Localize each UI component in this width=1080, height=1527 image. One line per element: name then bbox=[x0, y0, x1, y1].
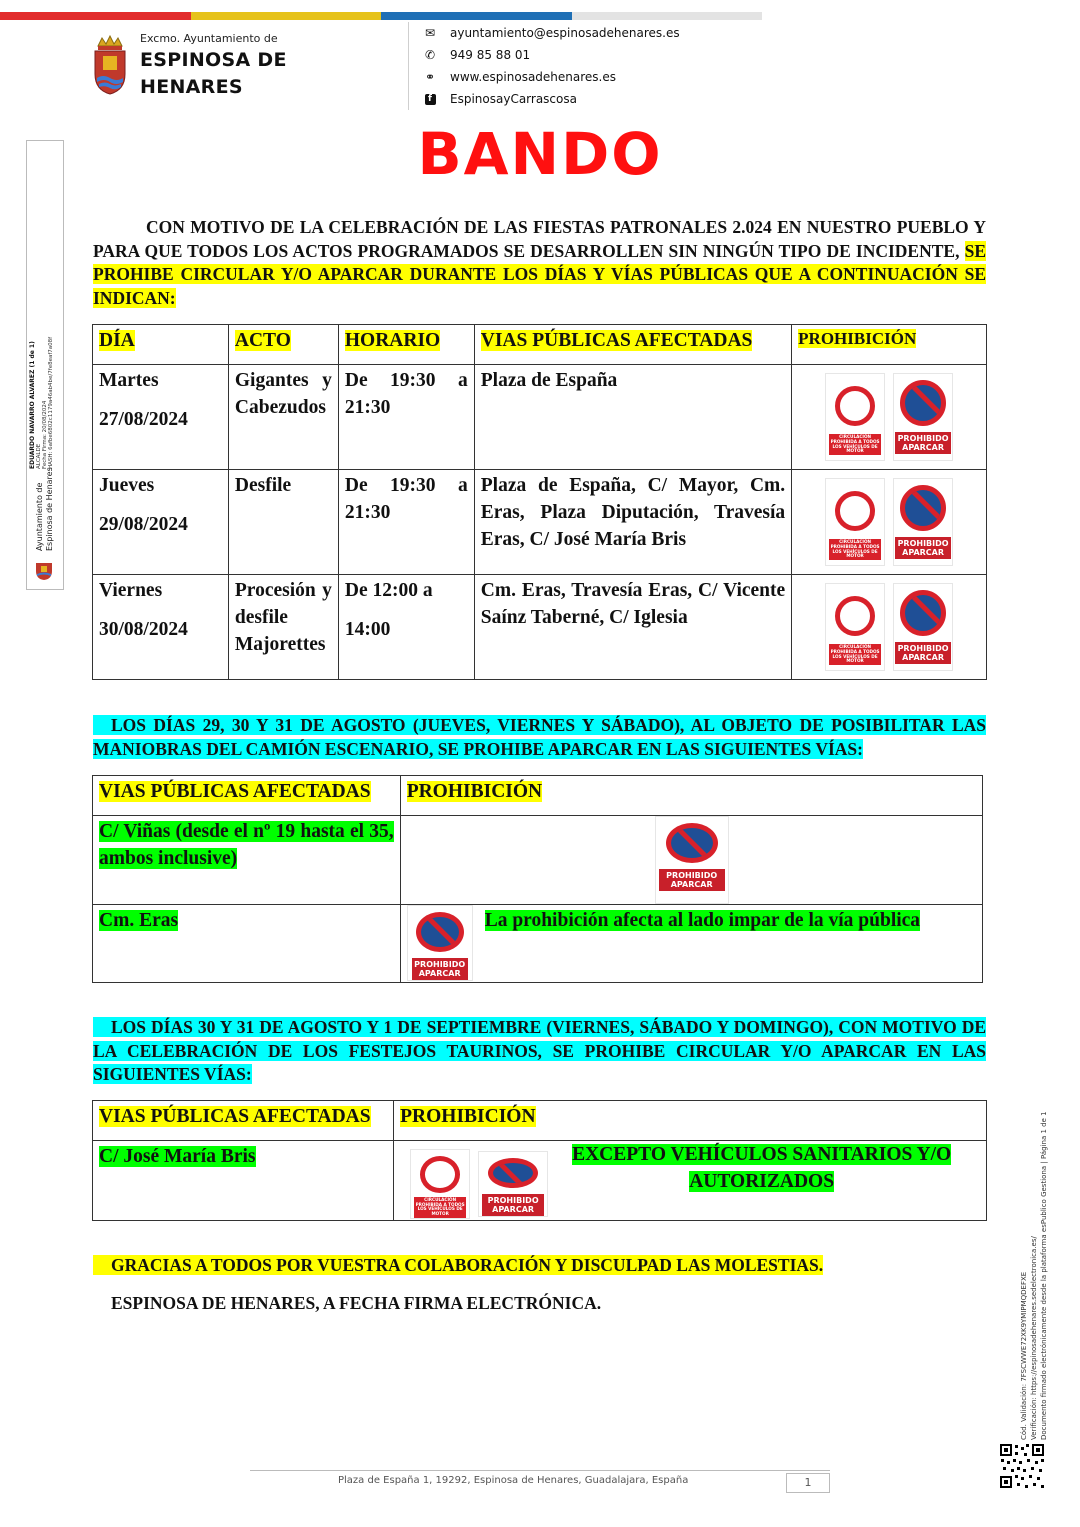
section2-paragraph bbox=[93, 714, 986, 761]
contact-website-text: www.espinosadehenares.es bbox=[450, 70, 616, 84]
no-vehicles-label: CIRCULACIÓN PROHIBIDA A TODOS LOS VEHÍCULOS DE MOTOR bbox=[830, 539, 880, 559]
contact-facebook[interactable] bbox=[422, 89, 577, 109]
no-parking-sign bbox=[893, 373, 953, 461]
no-vehicles-label: CIRCULACIÓN PROHIBIDA A TODOS LOS VEHÍCULOS DE MOTOR bbox=[415, 1196, 465, 1217]
no-parking-sign bbox=[893, 478, 953, 566]
contact-facebook-text: EspinosayCarrascosa bbox=[450, 92, 577, 106]
no-parking-icon bbox=[488, 1158, 538, 1188]
header-acto: ACTO bbox=[234, 330, 291, 351]
no-parking-label: PROHIBIDO APARCAR bbox=[895, 432, 951, 454]
row3-act: Procesión y desfile Majorettes bbox=[228, 575, 338, 680]
validation-url: Verificación: https://espinosadehenares.sedelectronica.es/ bbox=[1030, 1236, 1038, 1440]
section2-text: LOS DÍAS 29, 30 Y 31 DE AGOSTO (JUEVES, VIERNES Y SÁBADO), AL OBJETO DE POSIBILITAR LAS MANIOBRAS DEL CAMIÓN ESCENARIO, SE PROHIBE APARCAR EN LAS SIGUIENTES VÍAS: bbox=[93, 715, 986, 759]
bar-segment-blue bbox=[381, 12, 572, 20]
no-entry-circle-icon bbox=[835, 491, 875, 531]
no-parking-icon bbox=[900, 485, 946, 531]
no-vehicles-sign bbox=[825, 583, 885, 671]
stamp-logo bbox=[33, 559, 55, 581]
no-parking-sign bbox=[655, 816, 729, 904]
stamp-line1: Ayuntamiento de bbox=[35, 482, 44, 551]
phone-icon: ✆ bbox=[424, 48, 436, 62]
table-row bbox=[93, 1141, 987, 1221]
t3-note: EXCEPTO VEHÍCULOS SANITARIOS Y/O AUTORIZADOS bbox=[572, 1144, 952, 1192]
thanks-text: GRACIAS A TODOS POR VUESTRA COLABORACIÓN Y DISCULPAD LAS MOLESTIAS. bbox=[93, 1255, 823, 1275]
no-vehicles-label: CIRCULACIÓN PROHIBIDA A TODOS LOS VEHÍCULOS DE MOTOR bbox=[830, 644, 880, 664]
intro-paragraph bbox=[93, 216, 986, 310]
row2-act: Desfile bbox=[228, 470, 338, 575]
stamp-signer: EDUARDO NAVARRO ALVAREZ (1 de 1) bbox=[29, 341, 36, 469]
t3-header-prohibicion: PROHIBICIÓN bbox=[400, 1106, 536, 1127]
page-number: 1 bbox=[786, 1473, 830, 1493]
header-divider bbox=[408, 22, 409, 110]
table-header-row bbox=[93, 776, 983, 816]
t2-row2-street: Cm. Eras bbox=[99, 910, 179, 931]
no-vehicles-label: CIRCULACIÓN PROHIBIDA A TODOS LOS VEHÍCULOS DE MOTOR bbox=[830, 434, 880, 454]
intro-text: CON MOTIVO DE LA CELEBRACIÓN DE LAS FIESTAS PATRONALES 2.024 EN NUESTRO PUEBLO Y PARA QUE TODOS LOS ACTOS PROGRAMADOS SE DESARROLLEN SIN NINGÚN TIPO DE INCIDENTE, bbox=[93, 217, 986, 261]
table-row bbox=[93, 905, 983, 983]
row3-streets: Cm. Eras, Travesía Eras, C/ Vicente Saínz Taberné, C/ Iglesia bbox=[474, 575, 791, 680]
no-parking-sign bbox=[407, 905, 473, 981]
header-dia: DÍA bbox=[99, 330, 135, 351]
table-header-row bbox=[93, 325, 987, 365]
t2-row2-note: La prohibición afecta al lado impar de la vía pública bbox=[484, 910, 921, 931]
no-parking-sign bbox=[478, 1151, 548, 1217]
bar-segment-red bbox=[0, 12, 191, 20]
t2-row1-street: C/ Viñas (desde el nº 19 hasta el 35, ambos inclusive) bbox=[99, 821, 394, 869]
no-parking-label: PROHIBIDO APARCAR bbox=[895, 537, 951, 559]
table-row bbox=[93, 816, 983, 905]
row3-time-b: 14:00 bbox=[344, 619, 391, 640]
footer bbox=[250, 1470, 830, 1493]
stamp-line2: Espinosa de Henares bbox=[45, 467, 54, 551]
table-row bbox=[93, 470, 987, 575]
qr-code[interactable] bbox=[999, 1443, 1045, 1489]
org-name-line2: HENARES bbox=[140, 76, 243, 98]
signature-stamp bbox=[26, 140, 64, 590]
row2-time: De 19:30 a 21:30 bbox=[338, 470, 474, 575]
no-parking-icon bbox=[416, 912, 464, 952]
no-parking-label: PROHIBIDO APARCAR bbox=[412, 958, 468, 980]
table-header-row bbox=[93, 1101, 987, 1141]
contact-email-text: ayuntamiento@espinosadehenares.es bbox=[450, 26, 680, 40]
org-name-line1: ESPINOSA DE bbox=[140, 49, 287, 71]
row1-date: 27/08/2024 bbox=[99, 409, 188, 430]
no-vehicles-sign bbox=[825, 478, 885, 566]
bar-segment-yellow bbox=[191, 12, 382, 20]
header-prohibicion: PROHIBICIÓN bbox=[798, 329, 917, 348]
row3-time-a: De 12:00 a bbox=[344, 580, 433, 601]
row1-day: Martes bbox=[99, 370, 159, 391]
header-horario: HORARIO bbox=[344, 330, 441, 351]
section3-text: LOS DÍAS 30 Y 31 DE AGOSTO Y 1 DE SEPTIEMBRE (VIERNES, SÁBADO Y DOMINGO), CON MOTIVO DE LA CELEBRACIÓN DE LOS FESTEJOS TAURINOS, SE PROHIBE CIRCULAR Y/O APARCAR EN LAS SIGUIENTES VÍAS: bbox=[93, 1017, 986, 1084]
link-icon: ⚭ bbox=[424, 70, 436, 84]
contact-email[interactable] bbox=[422, 23, 680, 43]
contact-phone-text: 949 85 88 01 bbox=[450, 48, 531, 62]
thanks-paragraph bbox=[93, 1254, 986, 1278]
sign-off: ESPINOSA DE HENARES, A FECHA FIRMA ELECTRÓNICA. bbox=[111, 1293, 602, 1313]
header-color-bar bbox=[0, 12, 762, 20]
org-subtitle: Excmo. Ayuntamiento de bbox=[140, 32, 278, 45]
contact-phone[interactable] bbox=[422, 45, 530, 65]
row1-streets: Plaza de España bbox=[474, 365, 791, 470]
row2-day: Jueves bbox=[99, 475, 155, 496]
row3-date: 30/08/2024 bbox=[99, 619, 188, 640]
row1-signs bbox=[792, 373, 986, 461]
mail-icon: ✉ bbox=[424, 26, 436, 40]
row1-act: Gigantes y Cabezudos bbox=[228, 365, 338, 470]
t3-row1-street: C/ José María Bris bbox=[99, 1146, 256, 1167]
row2-signs bbox=[792, 478, 986, 566]
t3-header-vias: VIAS PÚBLICAS AFECTADAS bbox=[99, 1106, 371, 1127]
bullfight-table bbox=[92, 1100, 987, 1221]
stamp-role: ALCALDE bbox=[36, 443, 42, 469]
header-vias: VIAS PÚBLICAS AFECTADAS bbox=[480, 330, 753, 351]
no-entry-circle-icon bbox=[835, 386, 875, 426]
no-parking-icon bbox=[666, 823, 718, 863]
stage-truck-table bbox=[92, 775, 983, 983]
validation-code: Cód. Validación: 7FSCWWE72XK9YMIPMQDEFXE bbox=[1020, 1271, 1028, 1440]
validation-platform: Documento firmado electrónicamente desde la plataforma esPublico Gestiona | Página 1 de 1 bbox=[1040, 1111, 1048, 1440]
row3-day: Viernes bbox=[99, 580, 163, 601]
bar-segment-grey bbox=[572, 12, 763, 20]
table-row bbox=[93, 575, 987, 680]
page-title: BANDO bbox=[417, 120, 663, 188]
t3-signs bbox=[410, 1149, 548, 1219]
schedule-table bbox=[92, 324, 987, 680]
t2-header-prohibicion: PROHIBICIÓN bbox=[406, 781, 543, 802]
facebook-icon: f bbox=[422, 94, 438, 105]
row1-time: De 19:30 a 21:30 bbox=[338, 365, 474, 470]
row2-streets: Plaza de España, C/ Mayor, Cm. Eras, Plaza Diputación, Travesía Eras, C/ José María Bris bbox=[474, 470, 791, 575]
row3-signs bbox=[792, 583, 986, 671]
table-row bbox=[93, 365, 987, 470]
no-entry-circle-icon bbox=[420, 1156, 460, 1193]
contact-website[interactable] bbox=[422, 67, 616, 87]
no-parking-label: PROHIBIDO APARCAR bbox=[895, 642, 951, 664]
no-parking-sign bbox=[893, 583, 953, 671]
no-parking-icon bbox=[900, 380, 946, 426]
coat-of-arms-logo bbox=[90, 34, 130, 96]
row2-date: 29/08/2024 bbox=[99, 514, 188, 535]
no-parking-label: PROHIBIDO APARCAR bbox=[482, 1194, 544, 1216]
no-parking-label: PROHIBIDO APARCAR bbox=[659, 869, 725, 891]
stamp-hash: HASH: 6afbe6802c1179a46ab4be/7fe8eaf7a08f bbox=[48, 336, 54, 469]
intro-highlight: SE PROHIBE CIRCULAR Y/O APARCAR DURANTE LOS DÍAS Y VÍAS PÚBLICAS QUE A CONTINUACIÓN SE INDICAN: bbox=[93, 240, 986, 308]
stamp-date: Fecha Firma: 20/08/2024 bbox=[42, 400, 48, 469]
no-vehicles-sign bbox=[410, 1149, 470, 1219]
footer-address: Plaza de España 1, 19292, Espinosa de Henares, Guadalajara, España bbox=[338, 1475, 689, 1486]
section3-paragraph bbox=[93, 1016, 986, 1087]
no-parking-icon bbox=[900, 590, 946, 636]
no-vehicles-sign bbox=[825, 373, 885, 461]
t2-header-vias: VIAS PÚBLICAS AFECTADAS bbox=[99, 781, 371, 802]
no-entry-circle-icon bbox=[835, 596, 875, 636]
